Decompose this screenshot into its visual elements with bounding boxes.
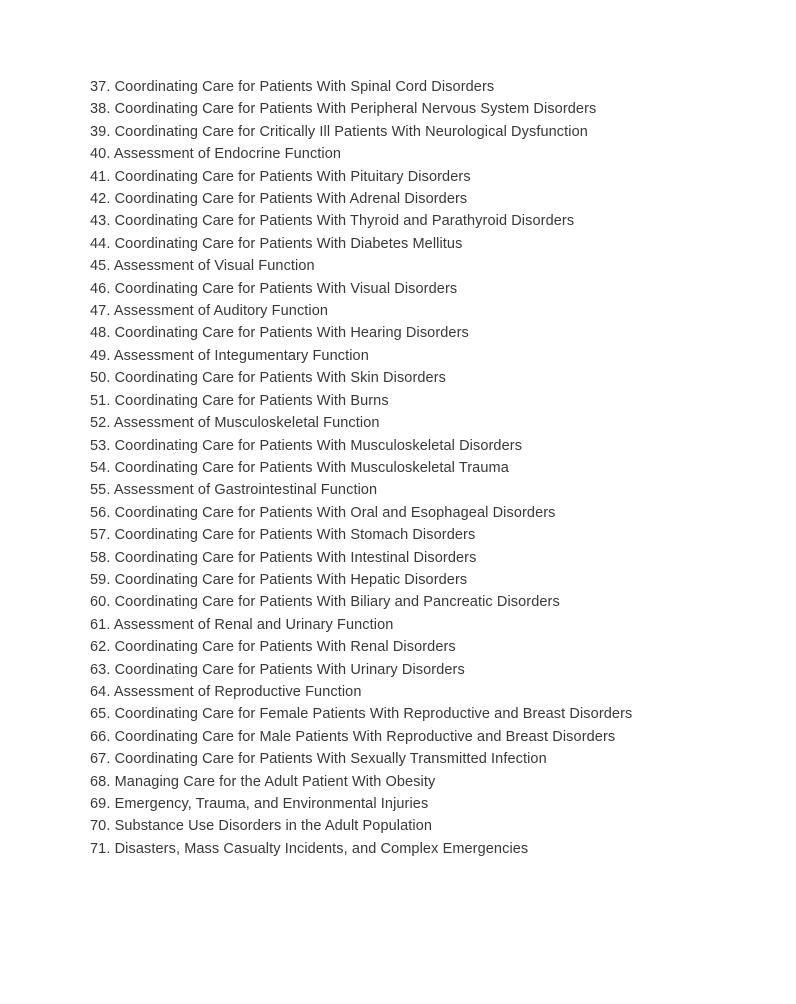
chapter-title: Coordinating Care for Patients With Hearing Disorders [114,325,469,342]
chapter-title: Assessment of Endocrine Function [113,146,342,163]
chapter-number: 56. [90,504,111,521]
list-item [90,838,730,860]
list-item [90,412,730,434]
list-item [90,771,730,793]
list-item [90,98,730,120]
chapter-title: Coordinating Care for Patients With Adrenal Disorders [114,191,468,208]
chapter-title: Managing Care for the Adult Patient With Obesity [114,773,436,790]
list-item [90,367,730,389]
chapter-number: 67. [90,751,111,768]
chapter-number: 53. [90,437,111,454]
chapter-title: Assessment of Reproductive Function [113,683,362,700]
list-item [90,681,730,703]
chapter-number: 44. [90,235,111,252]
chapter-list [90,76,730,860]
chapter-number: 65. [90,706,111,723]
chapter-number: 62. [90,639,111,656]
chapter-number: 45. [90,258,111,275]
list-item [90,143,730,165]
list-item [90,569,730,591]
list-item [90,703,730,725]
chapter-title: Coordinating Care for Patients With Visual Disorders [114,280,458,297]
chapter-title: Coordinating Care for Patients With Renal Disorders [114,639,456,656]
chapter-title: Coordinating Care for Male Patients With Reproductive and Breast Disorders [114,728,616,745]
chapter-number: 48. [90,325,111,342]
chapter-number: 58. [90,549,111,566]
chapter-number: 42. [90,191,111,208]
list-item [90,322,730,344]
chapter-title: Emergency, Trauma, and Environmental Injuries [114,796,429,812]
chapter-number: 59. [90,571,111,588]
chapter-number: 40. [90,146,111,163]
list-item [90,524,730,546]
chapter-number: 43. [90,213,111,230]
chapter-title: Disasters, Mass Casualty Incidents, and Complex Emergencies [114,840,529,857]
chapter-title: Substance Use Disorders in the Adult Population [114,818,433,835]
chapter-title: Coordinating Care for Patients With Biliary and Pancreatic Disorders [114,594,560,611]
chapter-title: Coordinating Care for Patients With Burns [114,392,389,409]
chapter-number: 70. [90,818,111,835]
list-item [90,121,730,143]
list-item [90,726,730,748]
list-item [90,457,730,479]
chapter-number: 55. [90,482,111,499]
list-item [90,502,730,524]
chapter-title: Assessment of Renal and Urinary Function [113,616,394,633]
chapter-title: Assessment of Musculoskeletal Function [113,415,380,432]
chapter-title: Assessment of Visual Function [113,258,315,275]
list-item [90,300,730,322]
list-item [90,188,730,210]
chapter-title: Coordinating Care for Female Patients With Reproductive and Breast Disorders [114,706,633,723]
chapter-number: 57. [90,527,111,544]
chapter-title: Coordinating Care for Patients With Hepatic Disorders [114,571,468,588]
list-item [90,390,730,412]
list-item [90,815,730,837]
chapter-title: Coordinating Care for Patients With Musculoskeletal Trauma [114,459,509,476]
chapter-title: Coordinating Care for Patients With Musculoskeletal Disorders [114,437,523,454]
chapter-title: Assessment of Integumentary Function [113,347,369,364]
chapter-number: 64. [90,683,111,700]
chapter-number: 63. [90,661,111,678]
chapter-number: 41. [90,168,111,185]
list-item [90,166,730,188]
chapter-title: Coordinating Care for Patients With Diabetes Mellitus [114,235,463,252]
chapter-number: 37. [90,79,111,95]
chapter-title: Assessment of Auditory Function [113,303,329,320]
chapter-title: Coordinating Care for Patients With Skin Disorders [114,370,446,387]
chapter-number: 50. [90,370,111,387]
chapter-title: Coordinating Care for Patients With Sexually Transmitted Infection [114,751,547,768]
chapter-title: Assessment of Gastrointestinal Function [113,482,378,499]
chapter-number: 61. [90,616,111,633]
chapter-number: 60. [90,594,111,611]
chapter-number: 38. [90,101,111,118]
chapter-number: 46. [90,280,111,297]
chapter-number: 71. [90,840,111,857]
chapter-title: Coordinating Care for Patients With Intestinal Disorders [114,549,477,566]
list-item [90,659,730,681]
chapter-number: 69. [90,796,111,812]
list-item [90,591,730,613]
list-item [90,547,730,569]
chapter-title: Coordinating Care for Patients With Pituitary Disorders [114,168,471,185]
chapter-title: Coordinating Care for Patients With Peripheral Nervous System Disorders [114,101,597,118]
chapter-number: 52. [90,415,111,432]
list-item [90,748,730,770]
chapter-title: Coordinating Care for Patients With Thyroid and Parathyroid Disorders [114,213,575,230]
list-item [90,278,730,300]
chapter-number: 66. [90,728,111,745]
chapter-number: 49. [90,347,111,364]
list-item [90,793,730,815]
chapter-number: 68. [90,773,111,790]
list-item [90,210,730,232]
chapter-title: Coordinating Care for Critically Ill Patients With Neurological Dysfunction [114,123,588,140]
chapter-number: 51. [90,392,111,409]
chapter-number: 54. [90,459,111,476]
list-item [90,479,730,501]
chapter-title: Coordinating Care for Patients With Oral and Esophageal Disorders [114,504,556,521]
list-item [90,345,730,367]
list-item [90,614,730,636]
list-item [90,435,730,457]
chapter-number: 39. [90,123,111,140]
list-item [90,255,730,277]
list-item [90,76,730,98]
chapter-title: Coordinating Care for Patients With Stomach Disorders [114,527,476,544]
chapter-number: 47. [90,303,111,320]
chapter-title: Coordinating Care for Patients With Urinary Disorders [114,661,465,678]
list-item [90,233,730,255]
chapter-title: Coordinating Care for Patients With Spinal Cord Disorders [114,79,495,95]
list-item [90,636,730,658]
